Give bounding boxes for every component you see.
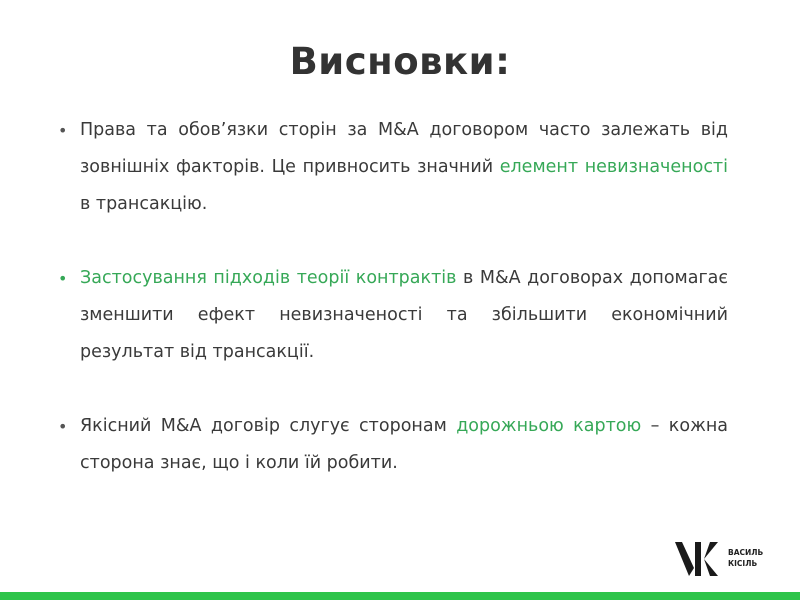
bullet-text: [80, 416, 728, 473]
bullet-text: [80, 268, 728, 362]
brand-logo: [674, 541, 784, 577]
page-title: Висновки:: [289, 40, 511, 83]
highlighted-text: Застосування підходів теорії контрактів: [80, 268, 457, 288]
text-segment: – кожна сторона знає, що і коли їй робити.: [80, 416, 728, 473]
bullet-dot-icon: •: [58, 417, 68, 436]
vk-logo-icon: [674, 541, 720, 577]
text-segment: в трансакцію.: [80, 194, 208, 214]
bullet-dot-icon: •: [58, 269, 68, 288]
bullet-item: [56, 112, 728, 223]
bullet-list: [56, 112, 728, 482]
bullet-item: [56, 260, 728, 371]
bullet-text: [80, 120, 728, 214]
highlighted-text: дорожньою картою: [456, 416, 642, 436]
logo-text: [728, 547, 763, 569]
logo-line-1: ВАСИЛЬ: [728, 548, 764, 557]
bullet-item: [56, 408, 728, 482]
text-segment: Якісний M&A договір слугує сторонам: [80, 416, 457, 436]
bottom-accent-bar: [0, 592, 800, 600]
logo-line-2: КІСІЛЬ: [728, 559, 758, 568]
bullet-dot-icon: •: [58, 121, 68, 140]
text-segment: в M&A договорах допомагає зменшити ефект невизначеності та збільшити економічний результат від трансакції.: [80, 268, 728, 362]
text-segment: Права та обов’язки сторін за M&A договором часто залежать від зовнішніх факторів. Це привносить значний: [80, 120, 728, 177]
highlighted-text: елемент невизначеності: [499, 157, 728, 177]
